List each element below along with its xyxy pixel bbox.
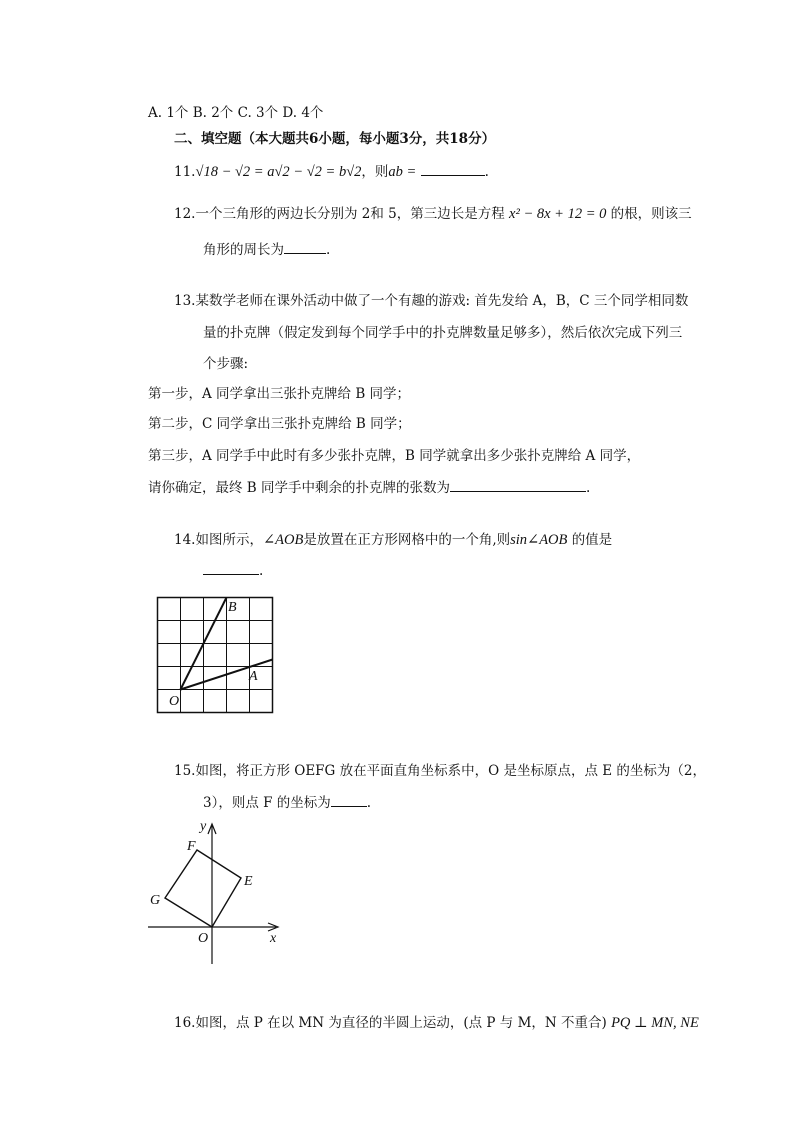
- q12-text-b: 的根，则该三: [610, 206, 692, 222]
- q13-line1: 13.某数学老师在课外活动中做了一个有趣的游戏: 首先发给 A，B，C 三个同学相同数: [174, 293, 689, 309]
- label-f: F: [187, 839, 196, 854]
- label-o: O: [169, 694, 180, 709]
- q11-number: 11.: [174, 164, 196, 180]
- q12-end: .: [326, 242, 331, 258]
- q15-line1: 15.如图，将正方形 OEFG 放在平面直角坐标系中，O 是坐标原点，点 E 的坐标为（2，: [174, 763, 707, 779]
- q15-coordinate-figure: [140, 814, 290, 970]
- q13-line3: 个步骤:: [203, 356, 249, 372]
- label-x: x: [270, 931, 277, 946]
- q13-step3: 第三步，A 同学手中此时有多少张扑克牌，B 同学就拿出多少张扑克牌给 A 同学，: [148, 448, 641, 464]
- label-a: A: [249, 669, 258, 684]
- q14-end: .: [259, 563, 264, 579]
- q16-text: 16.如图，点 P 在以 MN 为直径的半圆上运动，(点 P 与 M，N 不重合): [174, 1015, 607, 1031]
- q10-options: A. 1个 B. 2个 C. 3个 D. 4个: [148, 105, 324, 121]
- q12-line2: [203, 238, 330, 258]
- q15-line2: [203, 791, 371, 811]
- q12-text-a: 12.一个三角形的两边长分别为 2和 5，第三边长是方程: [174, 206, 505, 222]
- q13-ask: [148, 476, 590, 496]
- section-heading: 二、填空题（本大题共6小题，每小题3分，共18分）: [174, 131, 496, 147]
- q11-equation: √18 − √2 = a√2 − √2 = b√2: [195, 164, 362, 180]
- q14-pre: 14.如图所示，: [174, 532, 263, 548]
- q15-end: .: [366, 795, 372, 811]
- q11-then: ，则: [361, 164, 389, 180]
- q13-ask-text: 请你确定，最终 B 同学手中剩余的扑克牌的张数为: [148, 480, 451, 496]
- q14-line1: [174, 528, 612, 549]
- q13-line2: 量的扑克牌（假定发到每个同学手中的扑克牌数量足够多），然后依次完成下列三: [203, 325, 683, 341]
- label-y: y: [200, 819, 207, 834]
- q11: [174, 160, 489, 181]
- q14-sin: sin∠AOB: [510, 532, 568, 548]
- q13-step2: 第二步，C 同学拿出三张扑克牌给 B 同学；: [148, 416, 411, 432]
- q11-expression: ab =: [388, 164, 417, 180]
- q14-line2: [203, 563, 263, 579]
- q13-answer-blank[interactable]: [450, 480, 586, 492]
- q16-line1: [174, 1011, 699, 1032]
- label-e: E: [244, 874, 253, 889]
- label-o: O: [198, 931, 209, 946]
- q13-end: .: [586, 480, 591, 496]
- q15-answer-blank[interactable]: [331, 795, 367, 807]
- q14-answer-blank[interactable]: [203, 563, 259, 575]
- q14-angle: ∠AOB: [262, 532, 304, 548]
- q11-answer-blank[interactable]: [421, 164, 485, 176]
- q14-post: 的值是: [571, 532, 613, 548]
- q14-grid-figure: [150, 592, 280, 718]
- q12-equation: x² − 8x + 12 = 0: [509, 206, 607, 222]
- label-b: B: [228, 600, 237, 615]
- q14-mid: 是放置在正方形网格中的一个角,则: [303, 532, 511, 548]
- q12-answer-blank[interactable]: [284, 242, 326, 254]
- label-g: G: [150, 893, 161, 908]
- q15-text: 3），则点 F 的坐标为: [203, 795, 331, 811]
- q16-math: PQ ⊥ MN, NE: [611, 1015, 699, 1031]
- q13-step1: 第一步，A 同学拿出三张扑克牌给 B 同学；: [148, 386, 411, 402]
- square-oefg: [165, 850, 241, 927]
- q11-end: .: [484, 164, 489, 180]
- q12-line1: [174, 202, 692, 223]
- q12-text-c: 角形的周长为: [203, 242, 284, 258]
